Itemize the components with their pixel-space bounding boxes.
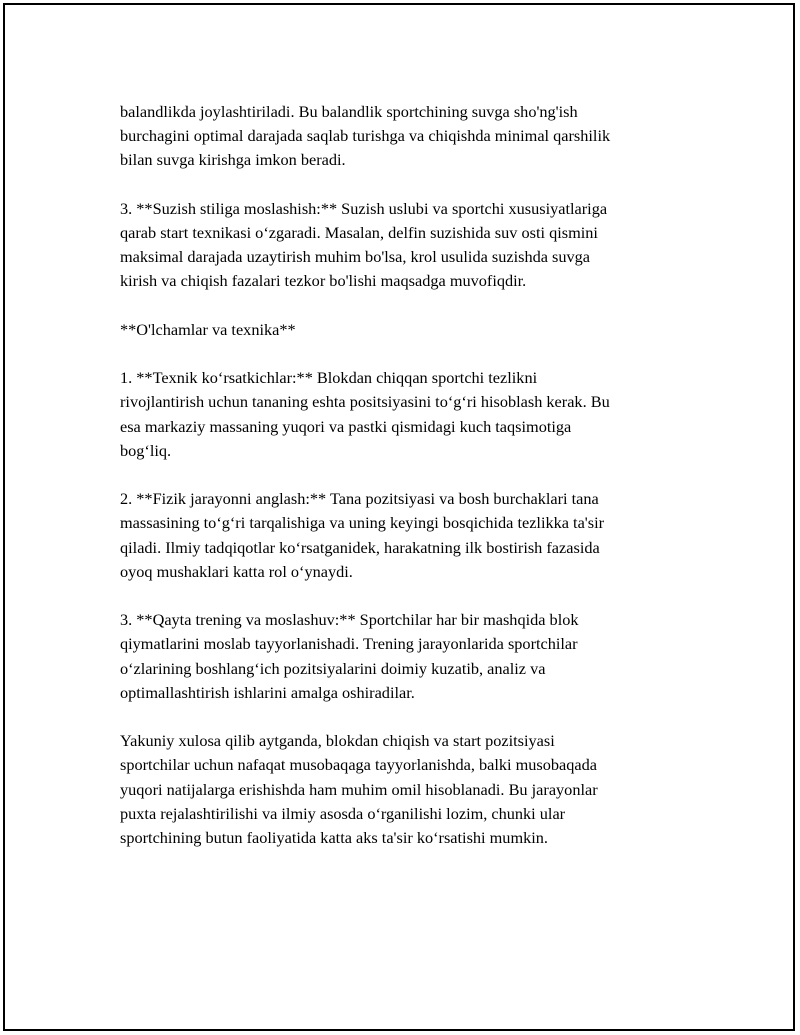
section-heading: **O'lchamlar va texnika** [120, 319, 296, 339]
paragraph-conclusion: Yakuniy xulosa qilib aytganda, blokdan chiqish va start pozitsiyasi sportchilar uchun nafaqat musobaqaga tayyorlanishda, balki musobaqada yuqori natijalarga erishishda ham muhim omil hisoblanadi. Bu jarayonlar puxta rejalashtirilishi va ilmiy asosda o‘rganilishi lozim, chunki ular sportchining butun faoliyatida katta aks ta'sir ko‘rsatishi mumkin. [120, 731, 598, 847]
paragraph-height-note: balandlikda joylashtiriladi. Bu balandlik sportchining suvga sho'ng'ish burchagini optimal darajada saqlab turishga va chiqishda minimal qarshilik bilan suvga kirishga imkon beradi. [120, 102, 611, 170]
paragraph-swim-style: 3. **Suzish stiliga moslashish:** Suzish uslubi va sportchi xususiyatlariga qarab start texnikasi o‘zgaradi. Masalan, delfin suzishida suv osti qismini maksimal darajada uzaytirish muhim bo'lsa, krol usulida suzishda suvga kirish va chiqish fazalari tezkor bo'lishi maqsadga muvofiqdir. [120, 198, 608, 291]
paragraph-technical-indicators: 1. **Texnik ko‘rsatkichlar:** Blokdan chiqqan sportchi tezlikni rivojlantirish uchun tananing eshta positsiyasini to‘g‘ri hisoblash kerak. Bu esa markaziy massaning yuqori va pastki qismidagi kuch taqsimotiga bog‘liq. [120, 368, 610, 460]
page-content [120, 100, 685, 850]
paragraph-physical-process: 2. **Fizik jarayonni anglash:** Tana pozitsiyasi va bosh burchaklari tana massasining to‘g‘ri tarqalishiga va uning keyingi bosqichida tezlikka ta'sir qiladi. Ilmiy tadqiqotlar ko‘rsatganidek, harakatning ilk bostirish fazasida oyoq mushaklari katta rol o‘ynaydi. [120, 489, 605, 581]
page-frame [3, 3, 795, 1031]
paragraph-retraining: 3. **Qayta trening va moslashuv:** Sportchilar har bir mashqida blok qiymatlarini moslab tayyorlanishadi. Trening jarayonlarida sportchilar o‘zlarining boshlang‘ich pozitsiyalarini doimiy kuzatib, analiz va optimallashtirish ishlarini amalga oshiradilar. [120, 610, 579, 702]
